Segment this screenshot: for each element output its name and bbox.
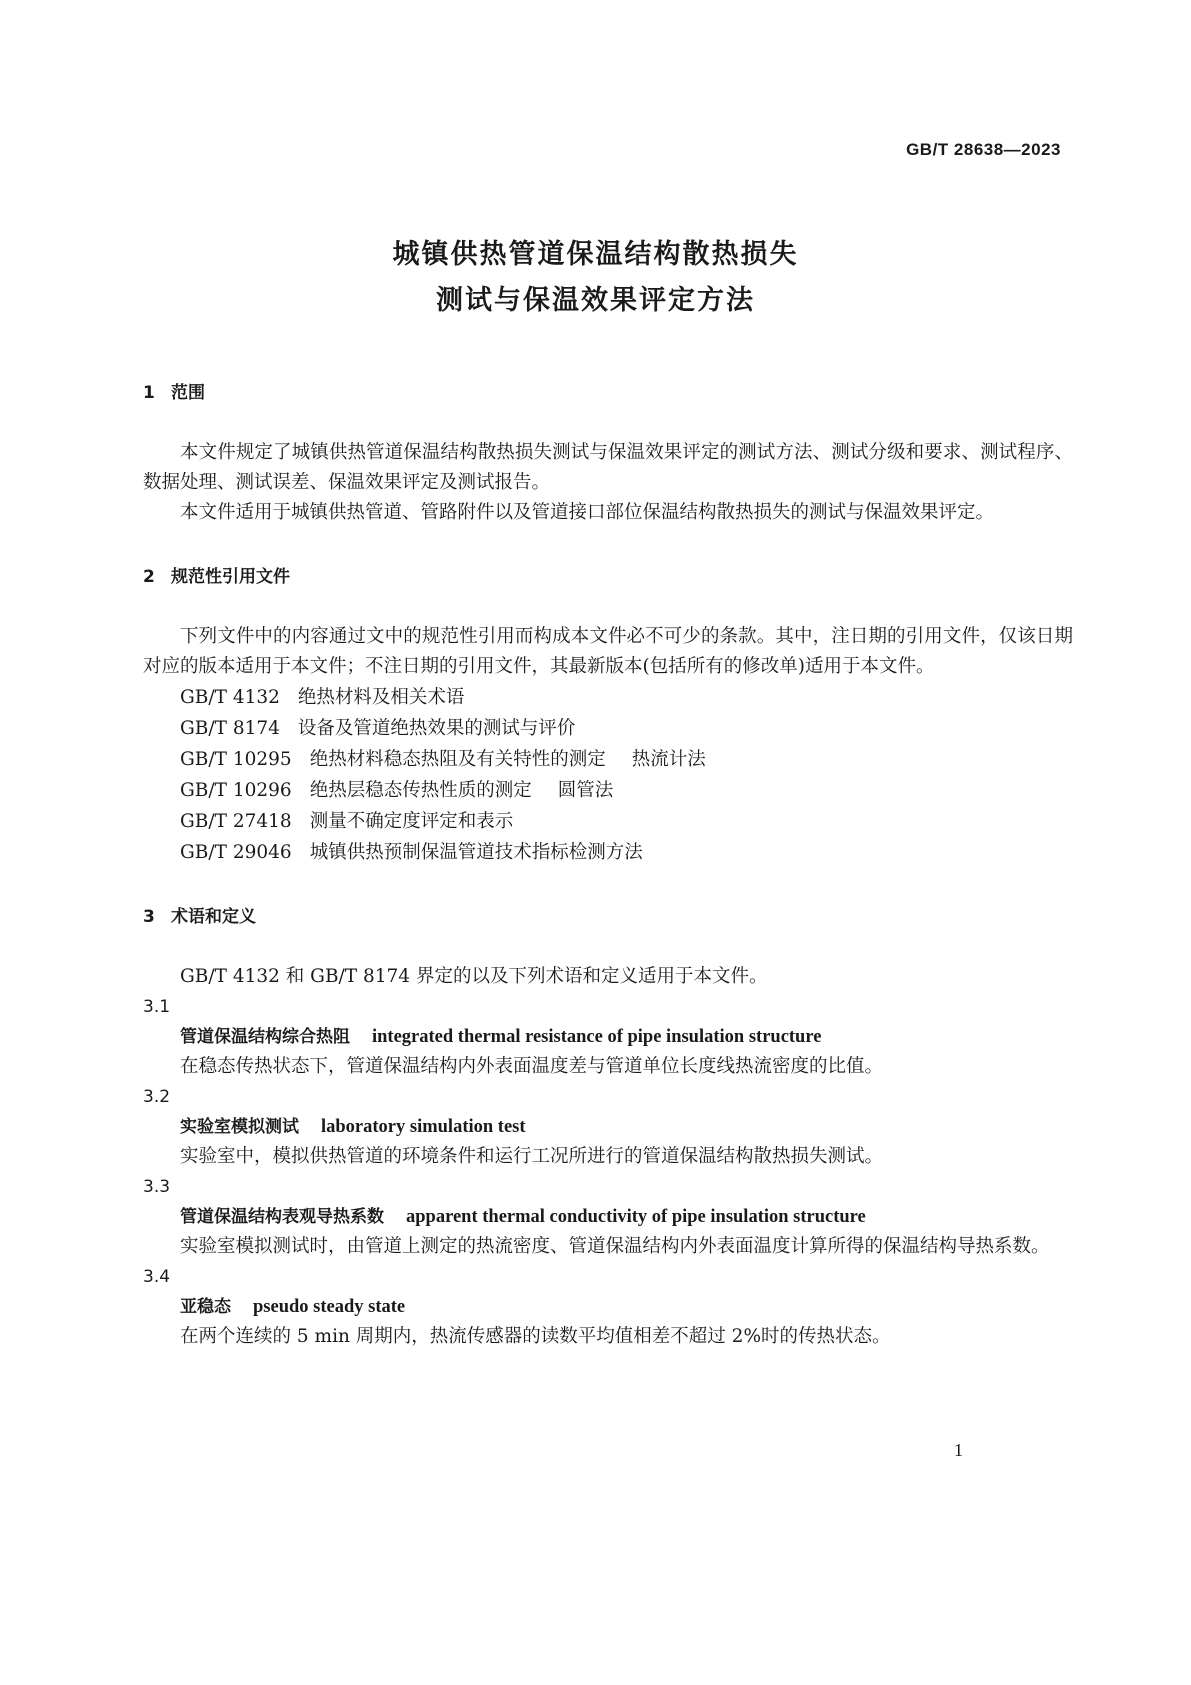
section-number: 3: [143, 907, 155, 927]
reference-item: [180, 837, 1073, 868]
title-line-1: 城镇供热管道保温结构散热损失: [392, 239, 799, 270]
title-line-2: 测试与保温效果评定方法: [436, 285, 755, 316]
reference-item: [180, 775, 1073, 806]
reference-code: GB/T 10295: [180, 749, 292, 770]
terms-intro: GB/T 4132 和 GB/T 8174 界定的以及下列术语和定义适用于本文件。: [180, 966, 768, 987]
reference-title: 绝热材料及相关术语: [297, 687, 465, 708]
term-chinese: 管道保温结构综合热阻: [180, 1027, 350, 1047]
term-entry: [143, 992, 1073, 1082]
reference-title: 绝热层稳态传热性质的测定: [309, 780, 532, 801]
term-definition: 实验室模拟测试时，由管道上测定的热流密度、管道保温结构内外表面温度计算所得的保温结构导热系数。: [180, 1236, 1050, 1257]
references-intro: 下列文件中的内容通过文中的规范性引用而构成本文件必不可少的条款。其中，注日期的引用文件，仅该日期对应的版本适用于本文件；不注日期的引用文件，其最新版本(包括所有的修改单)适用于本文件。: [143, 626, 1073, 677]
reference-code: GB/T 10296: [180, 780, 292, 801]
section-title: 规范性引用文件: [171, 567, 290, 587]
reference-subtitle: 热流计法: [631, 749, 706, 770]
section-title: 范围: [171, 383, 205, 403]
term-definition: 实验室中，模拟供热管道的环境条件和运行工况所进行的管道保温结构散热损失测试。: [180, 1146, 884, 1167]
term-chinese: 实验室模拟测试: [180, 1117, 299, 1137]
scope-paragraph-2: 本文件适用于城镇供热管道、管路附件以及管道接口部位保温结构散热损失的测试与保温效果评定。: [180, 502, 995, 523]
term-number: 3.3: [143, 1177, 171, 1197]
term-heading: [180, 1292, 1073, 1322]
term-number: 3.2: [143, 1087, 171, 1107]
page-number: 1: [954, 1440, 963, 1460]
section-3-heading: [143, 902, 1073, 932]
term-number: 3.1: [143, 997, 171, 1017]
document-title: [0, 232, 1191, 324]
section-number: 2: [143, 567, 155, 587]
reference-code: GB/T 27418: [180, 811, 292, 832]
term-entry: [143, 1082, 1073, 1172]
term-number: 3.4: [143, 1267, 171, 1287]
reference-title: 设备及管道绝热效果的测试与评价: [297, 718, 576, 739]
term-chinese: 管道保温结构表观导热系数: [180, 1207, 384, 1227]
term-heading: [180, 1022, 1073, 1052]
reference-list: [180, 682, 1073, 868]
term-definition: 在稳态传热状态下，管道保温结构内外表面温度差与管道单位长度线热流密度的比值。: [180, 1056, 884, 1077]
standard-code: GB/T 28638—2023: [906, 140, 1061, 159]
section-number: 1: [143, 383, 155, 403]
scope-paragraph-1: 本文件规定了城镇供热管道保温结构散热损失测试与保温效果评定的测试方法、测试分级和要求、测试程序、数据处理、测试误差、保温效果评定及测试报告。: [143, 442, 1073, 493]
reference-subtitle: 圆管法: [557, 780, 614, 801]
section-title: 术语和定义: [171, 907, 256, 927]
reference-title: 测量不确定度评定和表示: [309, 811, 514, 832]
reference-item: [180, 713, 1073, 744]
term-heading: [180, 1202, 1073, 1232]
reference-title: 城镇供热预制保温管道技术指标检测方法: [309, 842, 643, 863]
reference-item: [180, 806, 1073, 837]
term-english: integrated thermal resistance of pipe insulation structure: [372, 1027, 822, 1047]
reference-item: [180, 744, 1073, 775]
reference-code: GB/T 8174: [180, 718, 280, 739]
reference-item: [180, 682, 1073, 713]
section-1-heading: [143, 378, 1073, 408]
reference-title: 绝热材料稳态热阻及有关特性的测定: [309, 749, 606, 770]
term-heading: [180, 1112, 1073, 1142]
document-body: [143, 378, 1073, 1352]
reference-code: GB/T 4132: [180, 687, 280, 708]
term-entry: [143, 1262, 1073, 1352]
term-definition: 在两个连续的 5 min 周期内，热流传感器的读数平均值相差不超过 2%时的传热状态。: [180, 1326, 891, 1347]
term-entry: [143, 1172, 1073, 1262]
section-2-heading: [143, 562, 1073, 592]
term-english: laboratory simulation test: [321, 1117, 526, 1137]
term-english: pseudo steady state: [253, 1297, 406, 1317]
reference-code: GB/T 29046: [180, 842, 292, 863]
term-english: apparent thermal conductivity of pipe insulation structure: [406, 1207, 866, 1227]
term-chinese: 亚稳态: [180, 1297, 231, 1317]
